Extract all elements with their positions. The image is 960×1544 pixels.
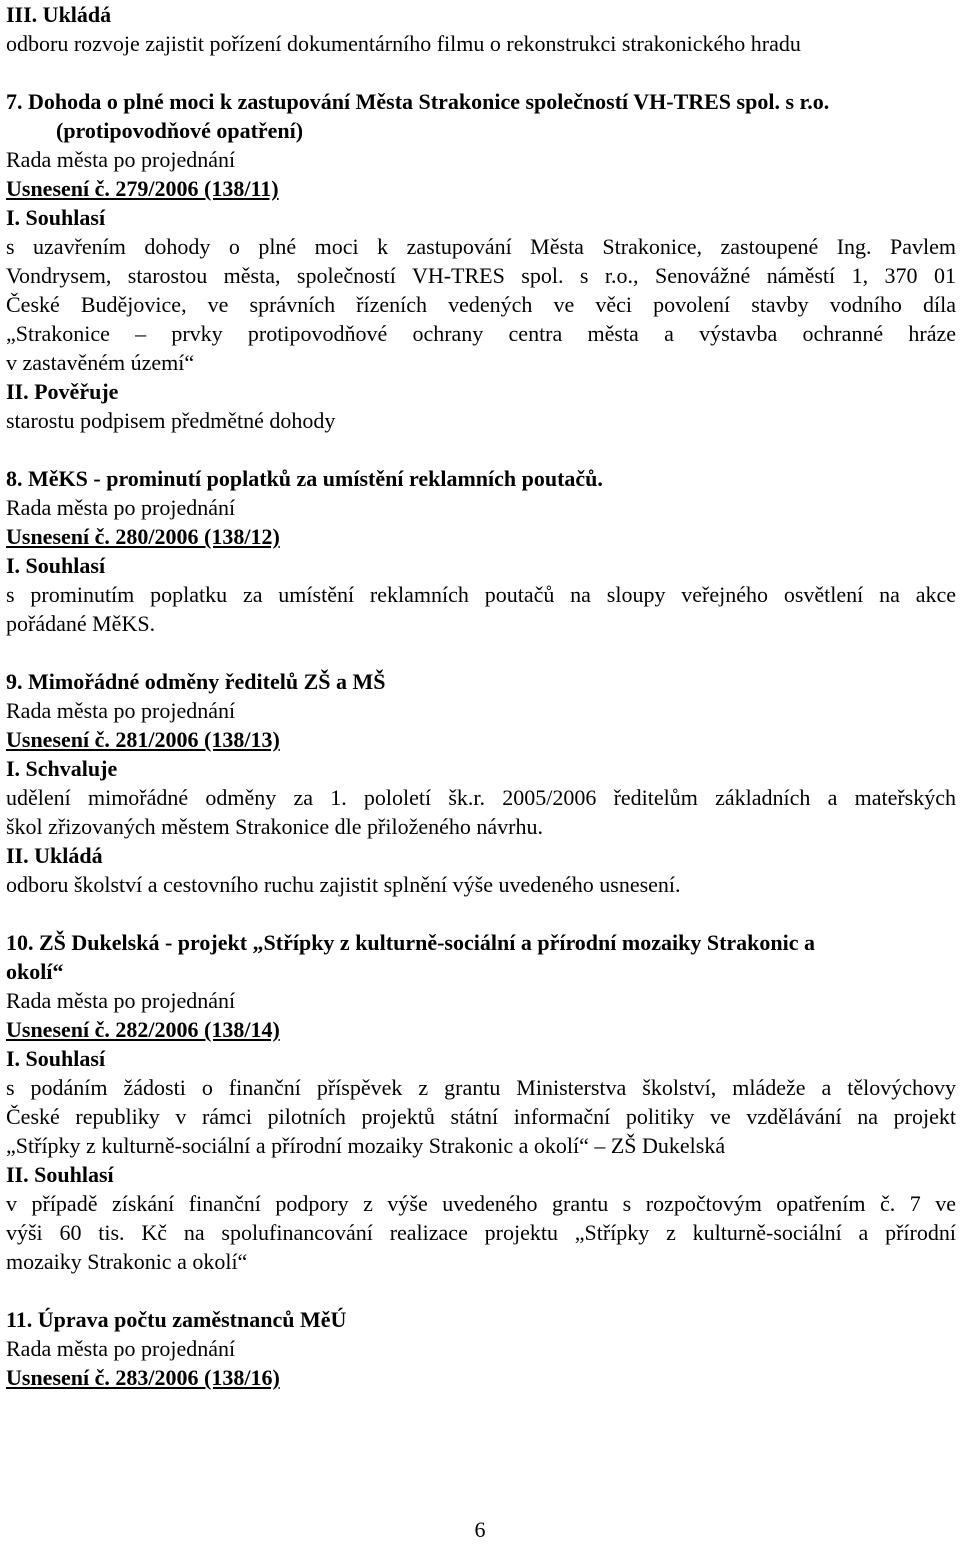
paragraph-line: v zastavěném území“	[6, 350, 195, 375]
resolution-number: Usnesení č. 280/2006 (138/12)	[6, 524, 280, 549]
paragraph-line: pořádané MěKS.	[6, 611, 156, 636]
decision-heading: I. Souhlasí	[6, 205, 106, 230]
resolution-number: Usnesení č. 279/2006 (138/11)	[6, 176, 279, 201]
resolution-number: Usnesení č. 283/2006 (138/16)	[6, 1365, 280, 1390]
paragraph-line: mozaiky Strakonic a okolí“	[6, 1249, 248, 1274]
council-line: Rada města po projednání	[6, 147, 236, 172]
paragraph-line: s uzavřením dohody o plné moci k zastupování Města Strakonice, zastoupené Ing. Pavlem	[6, 234, 956, 259]
paragraph-line: udělení mimořádné odměny za 1. pololetí šk.r. 2005/2006 ředitelům základních a mateřských	[6, 785, 956, 810]
council-line: Rada města po projednání	[6, 495, 236, 520]
paragraph-line: odboru školství a cestovního ruchu zajistit splnění výše uvedeného usnesení.	[6, 872, 681, 897]
item-title: 9. Mimořádné odměny ředitelů ZŠ a MŠ	[6, 669, 386, 694]
decision-heading: I. Souhlasí	[6, 1046, 106, 1071]
section-heading: III. Ukládá	[6, 2, 112, 27]
document-page	[6, 0, 956, 1392]
council-line: Rada města po projednání	[6, 1336, 236, 1361]
resolution-number: Usnesení č. 281/2006 (138/13)	[6, 727, 280, 752]
paragraph-line: „Střípky z kulturně-sociální a přírodní mozaiky Strakonic a okolí“ – ZŠ Dukelská	[6, 1133, 726, 1158]
paragraph-line: České Budějovice, ve správních řízeních vedených ve věci povolení stavby vodního díla	[6, 292, 956, 317]
resolution-number: Usnesení č. 282/2006 (138/14)	[6, 1017, 280, 1042]
agenda-item-11	[6, 1305, 956, 1392]
decision-heading: II. Pověřuje	[6, 379, 119, 404]
paragraph-line: škol zřizovaných městem Strakonice dle přiloženého návrhu.	[6, 814, 543, 839]
paragraph-line: Vondrysem, starostou města, společností VH-TRES spol. s r.o., Senovážné náměstí 1, 370 01	[6, 263, 956, 288]
item-title: 10. ZŠ Dukelská - projekt „Střípky z kulturně-sociální a přírodní mozaiky Strakonic a	[6, 930, 816, 955]
item-title: 11. Úprava počtu zaměstnanců MěÚ	[6, 1307, 347, 1332]
agenda-item-7	[6, 87, 956, 435]
council-line: Rada města po projednání	[6, 988, 236, 1013]
decision-heading: II. Souhlasí	[6, 1162, 114, 1187]
item-title: 7. Dohoda o plné moci k zastupování Města Strakonice společností VH-TRES spol. s r.o.	[6, 89, 830, 114]
item-title: 8. MěKS - prominutí poplatků za umístění reklamních poutačů.	[6, 466, 603, 491]
item-title: okolí“	[6, 959, 64, 984]
page-number: 6	[474, 1517, 486, 1542]
decision-heading: II. Ukládá	[6, 843, 103, 868]
decision-heading: I. Souhlasí	[6, 553, 106, 578]
paragraph-line: výši 60 tis. Kč na spolufinancování realizace projektu „Střípky z kulturně-sociální a přírodní	[6, 1220, 956, 1245]
paragraph-line: „Strakonice – prvky protipovodňové ochrany centra města a výstavba ochranné hráze	[6, 321, 956, 346]
agenda-item-10	[6, 928, 956, 1276]
paragraph-line: České republiky v rámci pilotních projektů státní informační politiky ve vzdělávání na projekt	[6, 1104, 956, 1129]
agenda-item-8	[6, 464, 956, 638]
paragraph-line: v případě získání finanční podpory z výše uvedeného grantu s rozpočtovým opatřením č. 7 ve	[6, 1191, 956, 1216]
item-title: (protipovodňové opatření)	[56, 118, 304, 143]
agenda-item-9	[6, 667, 956, 899]
paragraph-line: odboru rozvoje zajistit pořízení dokumentárního filmu o rekonstrukci strakonického hradu	[6, 31, 801, 56]
paragraph-line: s podáním žádosti o finanční příspěvek z grantu Ministerstva školství, mládeže a tělovýchovy	[6, 1075, 956, 1100]
council-line: Rada města po projednání	[6, 698, 236, 723]
decision-heading: I. Schvaluje	[6, 756, 118, 781]
paragraph-line: starostu podpisem předmětné dohody	[6, 408, 336, 433]
paragraph-line: s prominutím poplatku za umístění reklamních poutačů na sloupy veřejného osvětlení na akce	[6, 582, 956, 607]
